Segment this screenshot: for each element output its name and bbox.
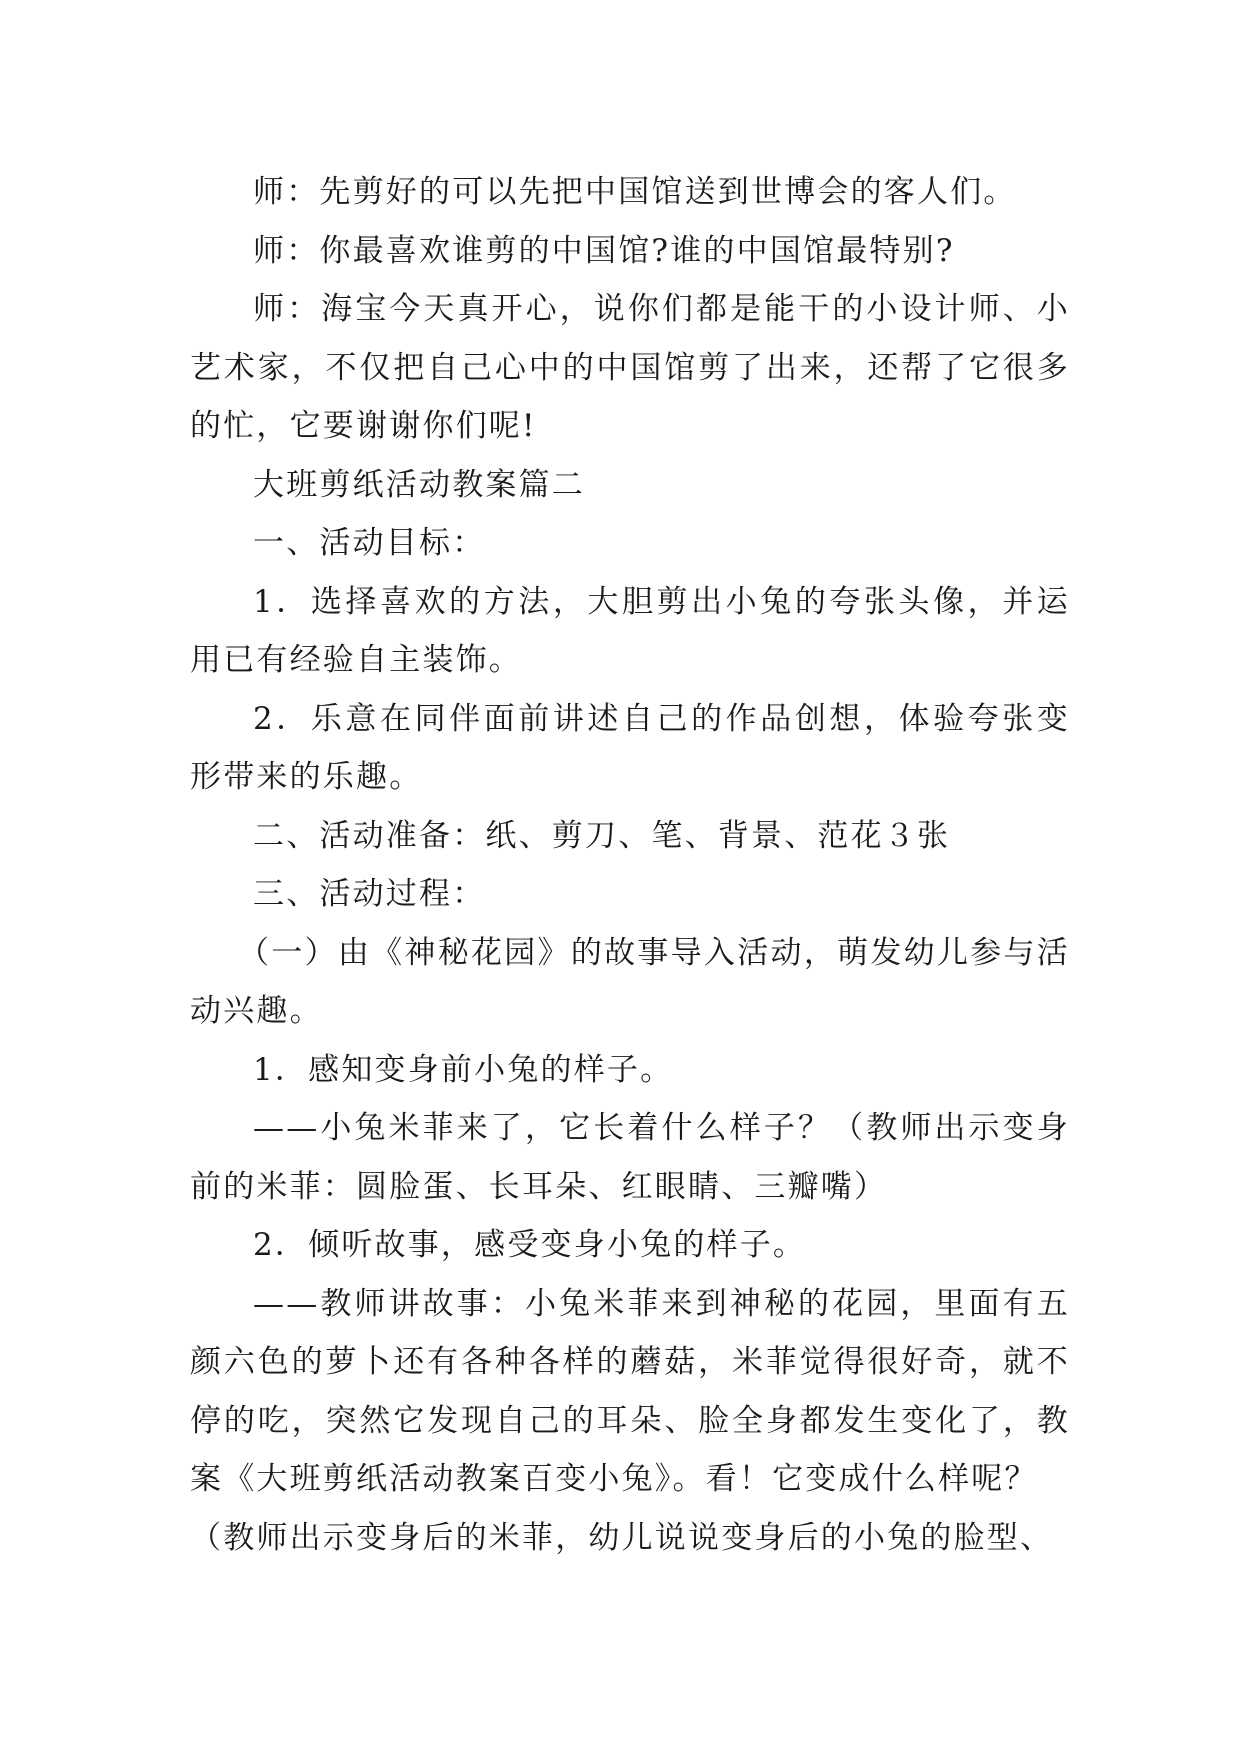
list-item: 2．倾听故事，感受变身小兔的样子。 bbox=[253, 1227, 807, 1263]
paragraph: ——小兔米菲来了，它长着什么样子？（教师出示变身前的米菲：圆脸蛋、长耳朵、红眼睛、三瓣嘴） bbox=[190, 1110, 1070, 1205]
paragraph: ——教师讲故事：小兔米菲来到神秘的花园，里面有五颜六色的萝卜还有各种各样的蘑菇，米菲觉得很好奇，就不停的吃，突然它发现自己的耳朵、脸全身都发生变化了，教案《大班剪纸活动教案百变小兔》。看！它变成什么样呢？ bbox=[190, 1285, 1070, 1497]
section-heading: 大班剪纸活动教案篇二 bbox=[253, 466, 585, 503]
subsection-heading: 二、活动准备：纸、剪刀、笔、背景、范花３张 bbox=[253, 817, 951, 854]
document-body bbox=[190, 163, 1070, 1567]
list-item: 1．选择喜欢的方法，大胆剪出小兔的夸张头像，并运用已有经验自主装饰。 bbox=[190, 583, 1070, 678]
paragraph: 师：你最喜欢谁剪的中国馆?谁的中国馆最特别? bbox=[253, 232, 955, 269]
subsection-heading: 三、活动过程： bbox=[253, 876, 486, 912]
list-item: 1．感知变身前小兔的样子。 bbox=[253, 1051, 674, 1088]
paragraph: 师：先剪好的可以先把中国馆送到世博会的客人们。 bbox=[253, 174, 1017, 210]
paragraph: 师：海宝今天真开心，说你们都是能干的小设计师、小艺术家，不仅把自己心中的中国馆剪了出来，还帮了它很多的忙，它要谢谢你们呢! bbox=[190, 291, 1070, 444]
paragraph: （教师出示变身后的米菲，幼儿说说变身后的小兔的脸型、 bbox=[190, 1519, 1054, 1556]
list-item: 2．乐意在同伴面前讲述自己的作品创想，体验夸张变形带来的乐趣。 bbox=[190, 700, 1070, 795]
paragraph: （一）由《神秘花园》的故事导入活动，萌发幼儿参与活动兴趣。 bbox=[190, 934, 1070, 1029]
subsection-heading: 一、活动目标： bbox=[253, 525, 486, 561]
